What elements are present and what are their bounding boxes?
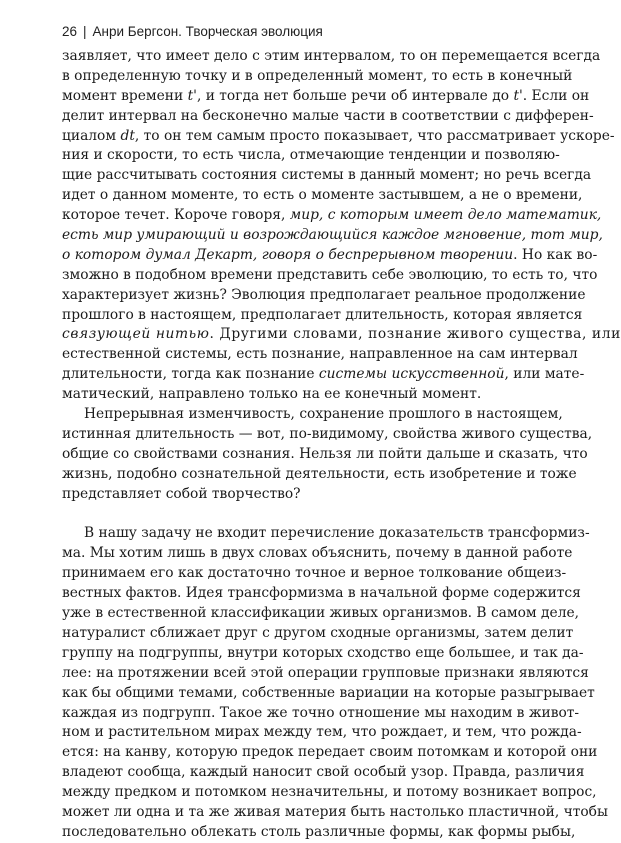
text-line [62,325,621,345]
body-text [62,47,621,843]
text-run: естественной системы, есть познание, направленное на сам интервал [62,346,578,363]
text-run: идет о данном моменте, то есть о моменте застывшем, а не о времени, [62,187,583,204]
text-line [62,266,598,286]
text-run: заявляет, что имеет дело с этим интервалом, то он перемещается всегда [62,48,601,64]
text-run: , то он тем самым просто показывает, что рассматривает ускоре- [134,127,615,144]
text-line [62,604,580,624]
italic-run: есть мир умирающий и возрождающийся каждое мгновение, тот мир, [62,227,603,244]
text-line [62,385,542,405]
text-run: уже в естественной классификации живых организмов. В самом деле, [62,605,580,622]
text-line [62,644,584,664]
text-line [62,166,592,186]
text-run: матический, направлено только на ее конечный момент. [62,386,482,403]
text-run: принимаем его как достаточно точное и верное толкование общеиз- [62,565,567,582]
text-line [62,624,574,644]
text-run: длительности, тогда как познание [62,366,319,383]
text-run: которое течет. Короче говоря, [62,207,290,224]
text-line [62,365,585,385]
text-run: как бы общими темами, собственные вариации на которые разыгрывает [62,684,595,701]
text-run: представляет собой творчество? [62,485,301,502]
text-line [62,524,590,544]
text-run: вестных фактов. Идея трансформизма в начальной форме содержится [62,585,581,602]
text-line [62,823,576,843]
text-line [62,564,567,584]
text-line [62,107,594,127]
italic-run: t' [513,87,523,104]
running-title: Анри Бергсон. Творческая эволюция [92,24,323,39]
text-run: В нашу задачу не входит перечисление доказательств трансформиз- [84,525,590,542]
text-run: . Другими словами, познание живого существа, или [209,326,621,343]
text-line [62,146,560,166]
text-run: зможно в подобном времени представить себе эволюцию, то есть то, что [62,266,598,283]
italic-run: t' [187,87,197,104]
text-line [62,405,563,425]
text-run: делит интервал на бесконечно малые части в соответствии с дифферен- [62,107,594,124]
text-line [62,684,595,704]
text-line [62,226,603,246]
text-line [62,803,608,823]
text-line [62,286,586,306]
text-line [62,704,580,724]
text-run: жизнь, подобно сознательной деятельности, есть изобретение и тоже [62,465,577,482]
text-line [62,87,590,107]
text-run: может ли одна и та же живая материя быть настолько пластичной, чтобы [62,803,608,820]
page-number: 26 [62,24,78,39]
text-line [62,306,583,326]
text-run: . Но как во- [513,246,598,263]
text-line [62,485,542,505]
text-line [62,67,573,87]
running-header [62,24,323,39]
text-line [62,345,578,365]
text-run: ния и скорости, то есть числа, отмечающие тенденции и позволяю- [62,147,560,164]
text-run: в определенную точку и в определенный момент, то есть в конечный [62,67,573,84]
text-line [62,127,615,147]
text-run: ном и растительном мирах между тем, что рождает, и тем, что рожда- [62,724,582,741]
text-run: характеризует жизнь? Эволюция предполагает реальное продолжение [62,286,586,303]
text-line [62,47,601,67]
text-run: ма. Мы хотим лишь в двух словах объяснить, почему в данной работе [62,545,573,562]
text-line [62,465,577,485]
text-run: общие со свойствами сознания. Нельзя ли пойти дальше и сказать, что [62,445,588,462]
text-run: между предком и потомком незначительны, и потому возникает вопрос, [62,784,597,801]
text-line [62,664,589,684]
text-run: момент времени [62,87,188,104]
text-run: последовательно облекать столь различные формы, как формы рыбы, [62,823,576,840]
text-run: Непрерывная изменчивость, сохранение прошлого в настоящем, [84,406,563,423]
italic-run: связующей нитью [62,326,210,343]
text-run: , и тогда нет больше речи об интервале до [196,87,514,104]
text-run: щие рассчитывать состояния системы в данный момент; но речь всегда [62,167,592,184]
text-run: истинная длительность — вот, по-видимому, свойства живого существа, [62,425,593,442]
text-line [62,186,583,206]
header-separator: | [83,24,87,39]
text-run: группу на подгруппы, внутри которых сходство еще большее, и так да- [62,644,584,661]
text-line [62,425,593,445]
text-run: циалом [62,127,121,144]
italic-run: dt [120,127,135,144]
text-line [62,206,602,226]
text-line [62,763,585,783]
text-line [62,783,597,803]
text-line [62,743,598,763]
text-run: каждая из подгрупп. Такое же точно отношение мы находим в живот- [62,704,580,721]
text-line [62,246,598,266]
text-run: прошлого в настоящем, предполагает длительность, которая является [62,306,583,323]
text-line [62,584,581,604]
italic-run: мир, с которым имеет дело математик, [289,207,602,224]
italic-run: о котором думал Декарт, говоря о беспрерывном творении [62,246,514,263]
italic-run: системы искусственной [318,366,505,383]
text-run: владеют сообща, каждый наносит свой особый узор. Правда, различия [62,764,585,781]
text-run: , или мате- [504,366,585,383]
text-run: лее: на протяжении всей этой операции групповые признаки являются [62,664,589,681]
text-line [62,544,573,564]
text-run: ется: на канву, которую предок передает своим потомкам и которой они [62,744,598,761]
text-line [62,723,582,743]
text-line [62,445,588,465]
text-run: . Если он [522,87,590,104]
text-run: натуралист сближает друг с другом сходные организмы, затем делит [62,624,574,641]
